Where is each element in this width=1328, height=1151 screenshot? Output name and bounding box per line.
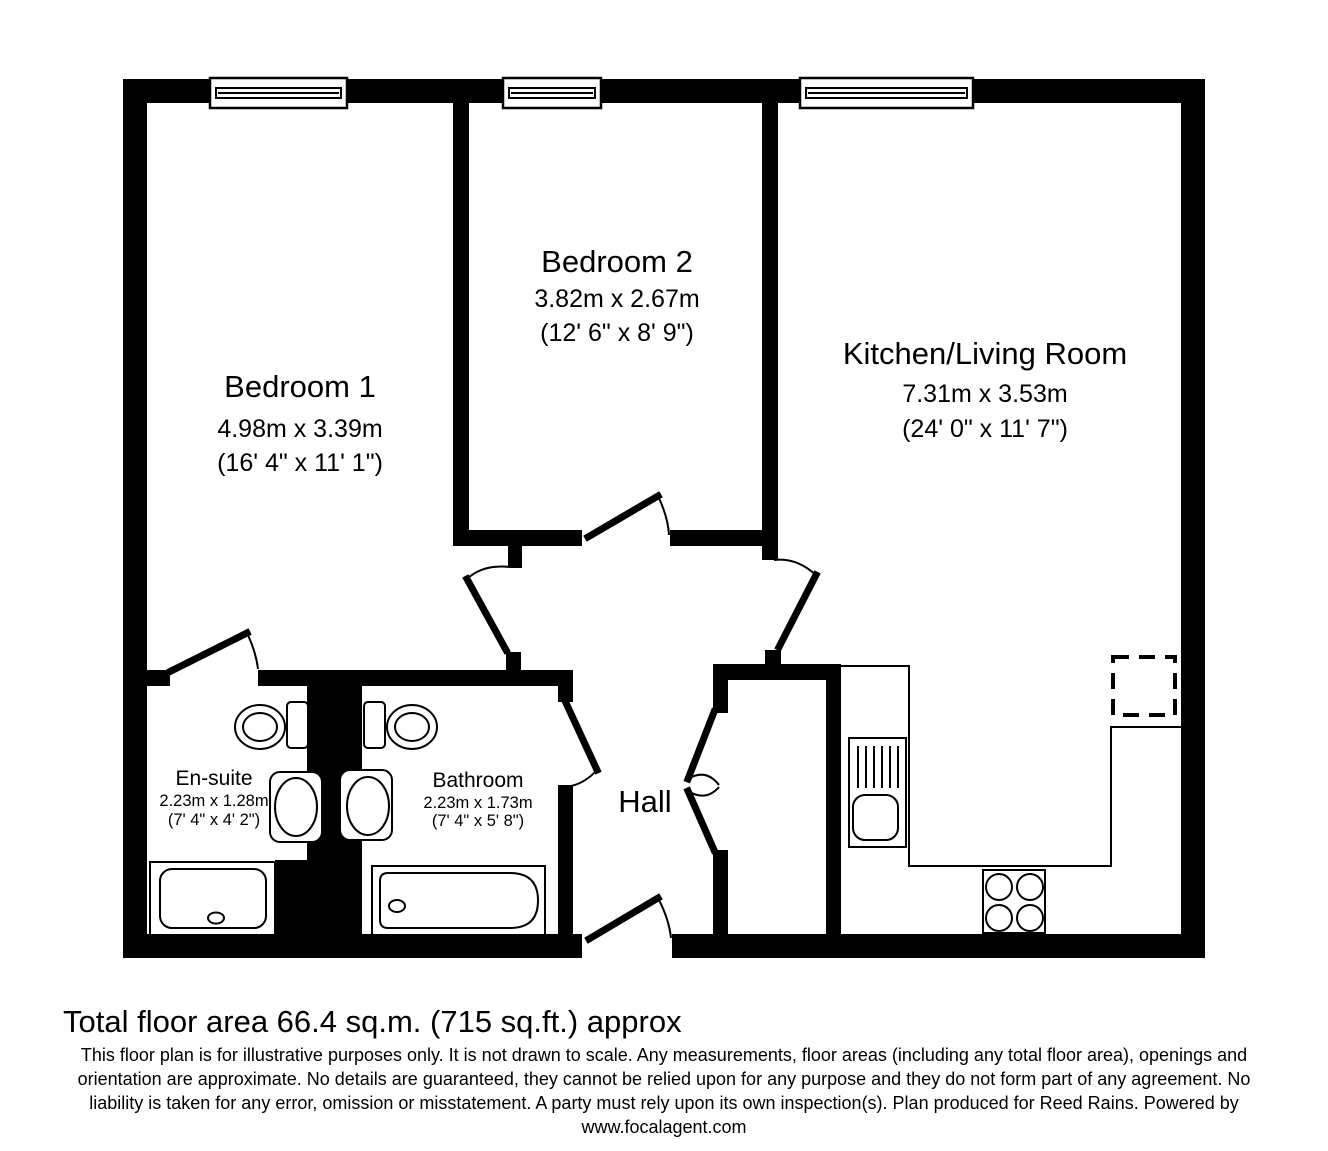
kitchen-living-name: Kitchen/Living Room [842, 336, 1128, 371]
bath-tub [372, 866, 545, 935]
hall-name: Hall [618, 784, 672, 819]
kitchen-living-imperial: (24' 0" x 11' 7") [902, 415, 1068, 443]
door-bathroom [566, 703, 597, 786]
door-bedroom2 [588, 496, 669, 537]
bathroom-label [423, 769, 532, 830]
bathroom-basin [340, 770, 392, 840]
door-entrance [589, 898, 671, 939]
bathroom-imperial: (7' 4" x 5' 8") [431, 812, 525, 830]
ensuite-toilet [235, 702, 308, 749]
door-bedroom1 [467, 567, 510, 651]
ensuite-imperial: (7' 4" x 4' 2") [167, 811, 261, 829]
kitchen-living-metric: 7.31m x 3.53m [902, 380, 1068, 408]
ensuite-metric: 2.23m x 1.28m [159, 792, 269, 810]
kitchen-living-label [843, 336, 1127, 443]
disclaimer-line-1: This floor plan is for illustrative purposes only. It is not drawn to scale. Any measurements, floor areas (including any total floor area), openings and [80, 1045, 1248, 1065]
disclaimer-line-3: liability is taken for any error, omission or misstatement. A party must rely upon its own inspection(s). Plan produced for Reed Rains. Powered by [89, 1093, 1239, 1113]
window-kitchen [800, 78, 973, 108]
window-bedroom2 [503, 78, 601, 108]
bedroom1-label [217, 369, 383, 477]
door-kitchen [774, 560, 816, 647]
ensuite-name: En-suite [175, 767, 253, 790]
bedroom1-name: Bedroom 1 [224, 369, 376, 404]
bathroom-toilet [364, 702, 437, 749]
bedroom2-label [534, 244, 699, 347]
bedroom2-imperial: (12' 6" x 8' 9") [540, 319, 694, 347]
ensuite-basin [270, 772, 322, 842]
bedroom2-metric: 3.82m x 2.67m [534, 285, 700, 313]
bedroom1-imperial: (16' 4" x 11' 1") [217, 449, 383, 477]
hall-label [618, 784, 671, 819]
door-closet-bifold [688, 712, 719, 850]
disclaimer-line-2: orientation are approximate. No details are guaranteed, they cannot be relied upon for any purpose and they do not form part of any agreement. No [77, 1069, 1251, 1089]
bedroom2-name: Bedroom 2 [541, 244, 693, 279]
bathroom-name: Bathroom [432, 769, 524, 792]
website-url: www.focalagent.com [581, 1117, 747, 1137]
hob [983, 870, 1045, 933]
door-ensuite [171, 633, 258, 671]
appliance-space [1113, 657, 1175, 715]
bedroom1-metric: 4.98m x 3.39m [217, 415, 383, 443]
bathroom-metric: 2.23m x 1.73m [423, 794, 533, 812]
kitchen-sink [849, 738, 906, 847]
total-floor-area: Total floor area 66.4 sq.m. (715 sq.ft.) approx [63, 1004, 682, 1039]
shower-tray [150, 862, 275, 935]
ensuite-label [159, 767, 268, 829]
window-bedroom1 [210, 78, 347, 108]
